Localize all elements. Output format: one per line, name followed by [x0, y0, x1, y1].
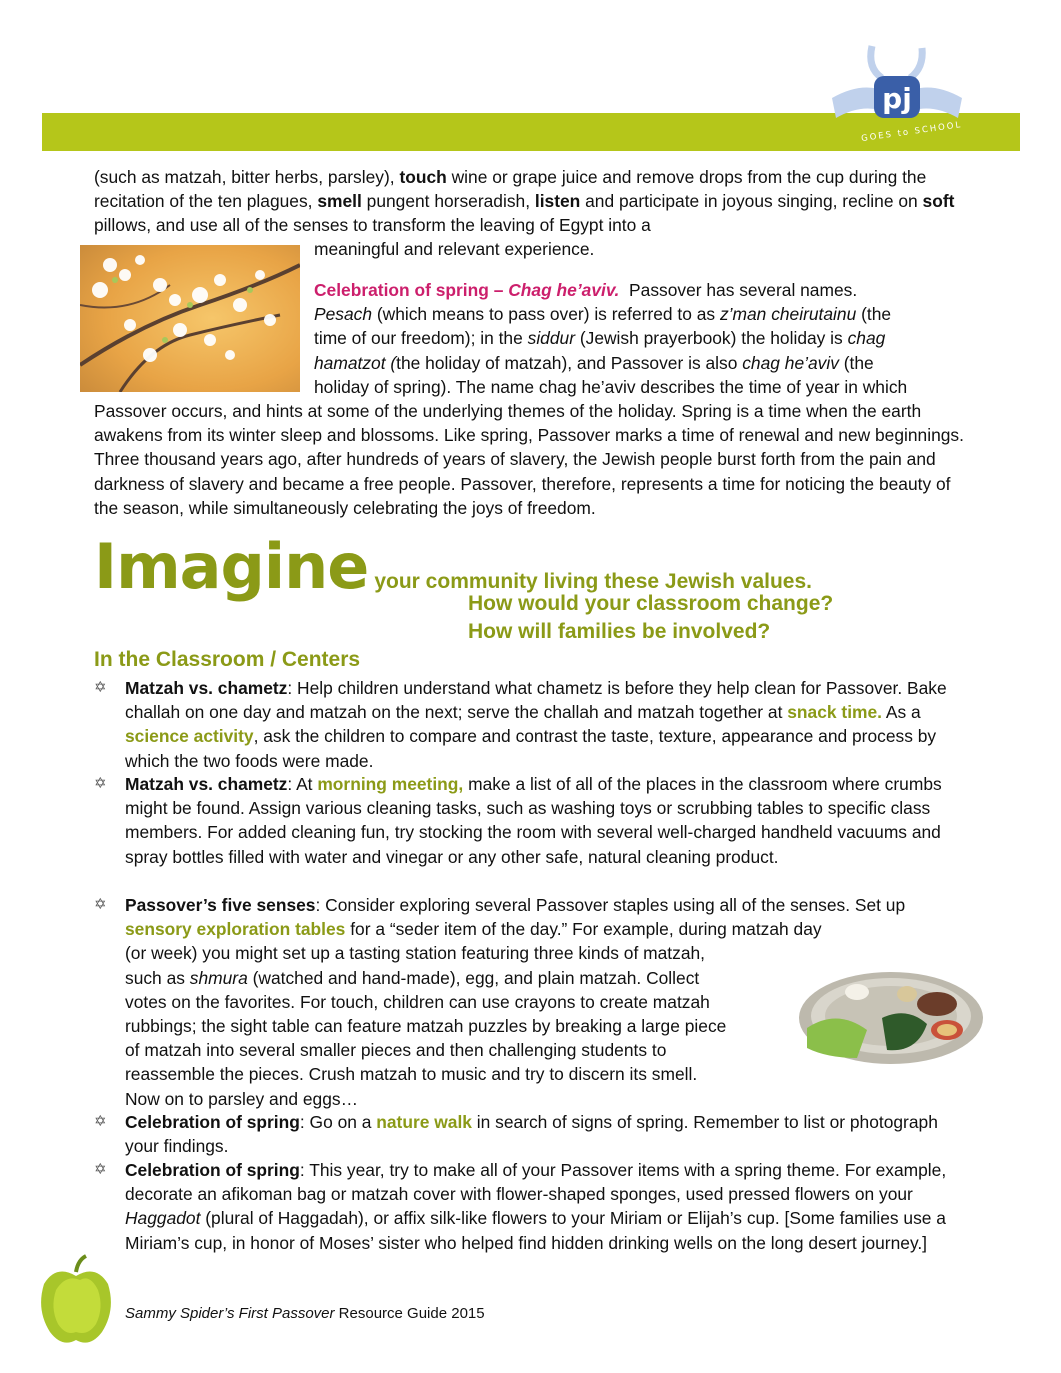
star-of-david-icon: ✡ [94, 1113, 107, 1130]
question-classroom: How would your classroom change? [468, 592, 834, 615]
pj-goes-to-school-logo [812, 38, 982, 158]
footer-citation: Sammy Spider’s First Passover Resource Guide 2015 [125, 1305, 485, 1322]
list-item: Celebration of spring: Go on a nature walk in search of signs of spring. Remember to list or photograph your findings. [125, 1112, 938, 1157]
list-item: Celebration of spring: This year, try to make all of your Passover items with a spring theme. For example, decorate an afikoman bag or matzah cover with flower-shaped sponges, used pressed flowers on your Haggadot (plural of Haggadah), or affix silk-like flowers to your Miriam or Elijah’s cup. [Some families use a Miriam’s cup, in honor of Moses’ sister who helped find hidden drinking wells on the long desert journey.] [125, 1160, 947, 1253]
star-of-david-icon: ✡ [94, 1161, 107, 1178]
list-item: Passover’s five senses: Consider exploring several Passover staples using all of the senses. Set up sensory exploration tables for a “seder item of the day.” For example, during matzah day (or week) you might set up a tasting station featuring three kinds of matzah, such as shmura (watched and hand-made), egg, and plain matzah. Collect votes on the favorites. For touch, children can use crayons to create matzah rubbings; the sight table can feature matzah puzzles by breaking a large piece of matzah into several smaller pieces and then challenging students to reassemble the pieces. Crush matzah to music and try to discern its smell. Now on to parsley and eggs… [125, 895, 906, 1109]
star-of-david-icon: ✡ [94, 775, 107, 792]
svg-text:GOES to SCHOOL: GOES to SCHOOL [860, 119, 963, 145]
spring-blossom-photo [80, 245, 300, 392]
question-families: How will families be involved? [468, 620, 771, 643]
spring-paragraph-top: Celebration of spring – Chag he’aviv. Passover has several names. Pesach (which means to pass over) is referred to as z’man cheirutainu (the time of our freedom); in the siddur (Jewish prayerbook) the holiday is chag hamatzot (the holiday of matzah), and Passover is also chag he’aviv (the holiday of spring). The name chag he’aviv describes the time of year in which [314, 280, 908, 397]
list-item: Matzah vs. chametz: At morning meeting, make a list of all of the places in the classroom where crumbs might be found. Assign various cleaning tasks, such as washing toys or scrubbing tables to specific class members. For added cleaning fun, try stocking the room with several well-charged handheld vacuums and spray bottles filled with water and vinegar or any other safe, natural cleaning product. [125, 774, 942, 867]
svg-text:pj: pj [882, 82, 912, 115]
list-item: Matzah vs. chametz: Help children understand what chametz is before they help clean for Passover. Bake challah on one day and matzah on the next; serve the challah and matzah together at snack time. As a science activity, ask the children to compare and contrast the taste, texture, appearance and process by which the two foods were made. [125, 678, 947, 771]
intro-end: meaningful and relevant experience. [314, 239, 595, 259]
star-of-david-icon: ✡ [94, 896, 107, 913]
star-of-david-icon: ✡ [94, 679, 107, 696]
intro-paragraph: (such as matzah, bitter herbs, parsley), touch wine or grape juice and remove drops from the cup during the recitation of the ten plagues, smell pungent horseradish, listen and participate in joyous singing, recline on soft pillows, and use all of the senses to transform the leaving of Egypt into a [94, 167, 955, 236]
spring-paragraph-rest: Passover occurs, and hints at some of the underlying themes of the holiday. Spring is a time when the earth awakens from its winter sleep and blossoms. Like spring, Passover marks a time of renewal and new beginnings. Three thousand years ago, after hundreds of years of slavery, the Jewish people burst forth from the pain and darkness of slavery and became a free people. Passover, therefore, represents a time for noticing the beauty of the season, while simultaneously celebrating the joys of freedom. [94, 401, 964, 518]
apple-icon [36, 1250, 116, 1350]
section-heading: In the Classroom / Centers [94, 648, 361, 671]
seder-plate-photo [797, 958, 985, 1070]
imagine-heading: Imagine your community living these Jewish values. [94, 530, 812, 603]
